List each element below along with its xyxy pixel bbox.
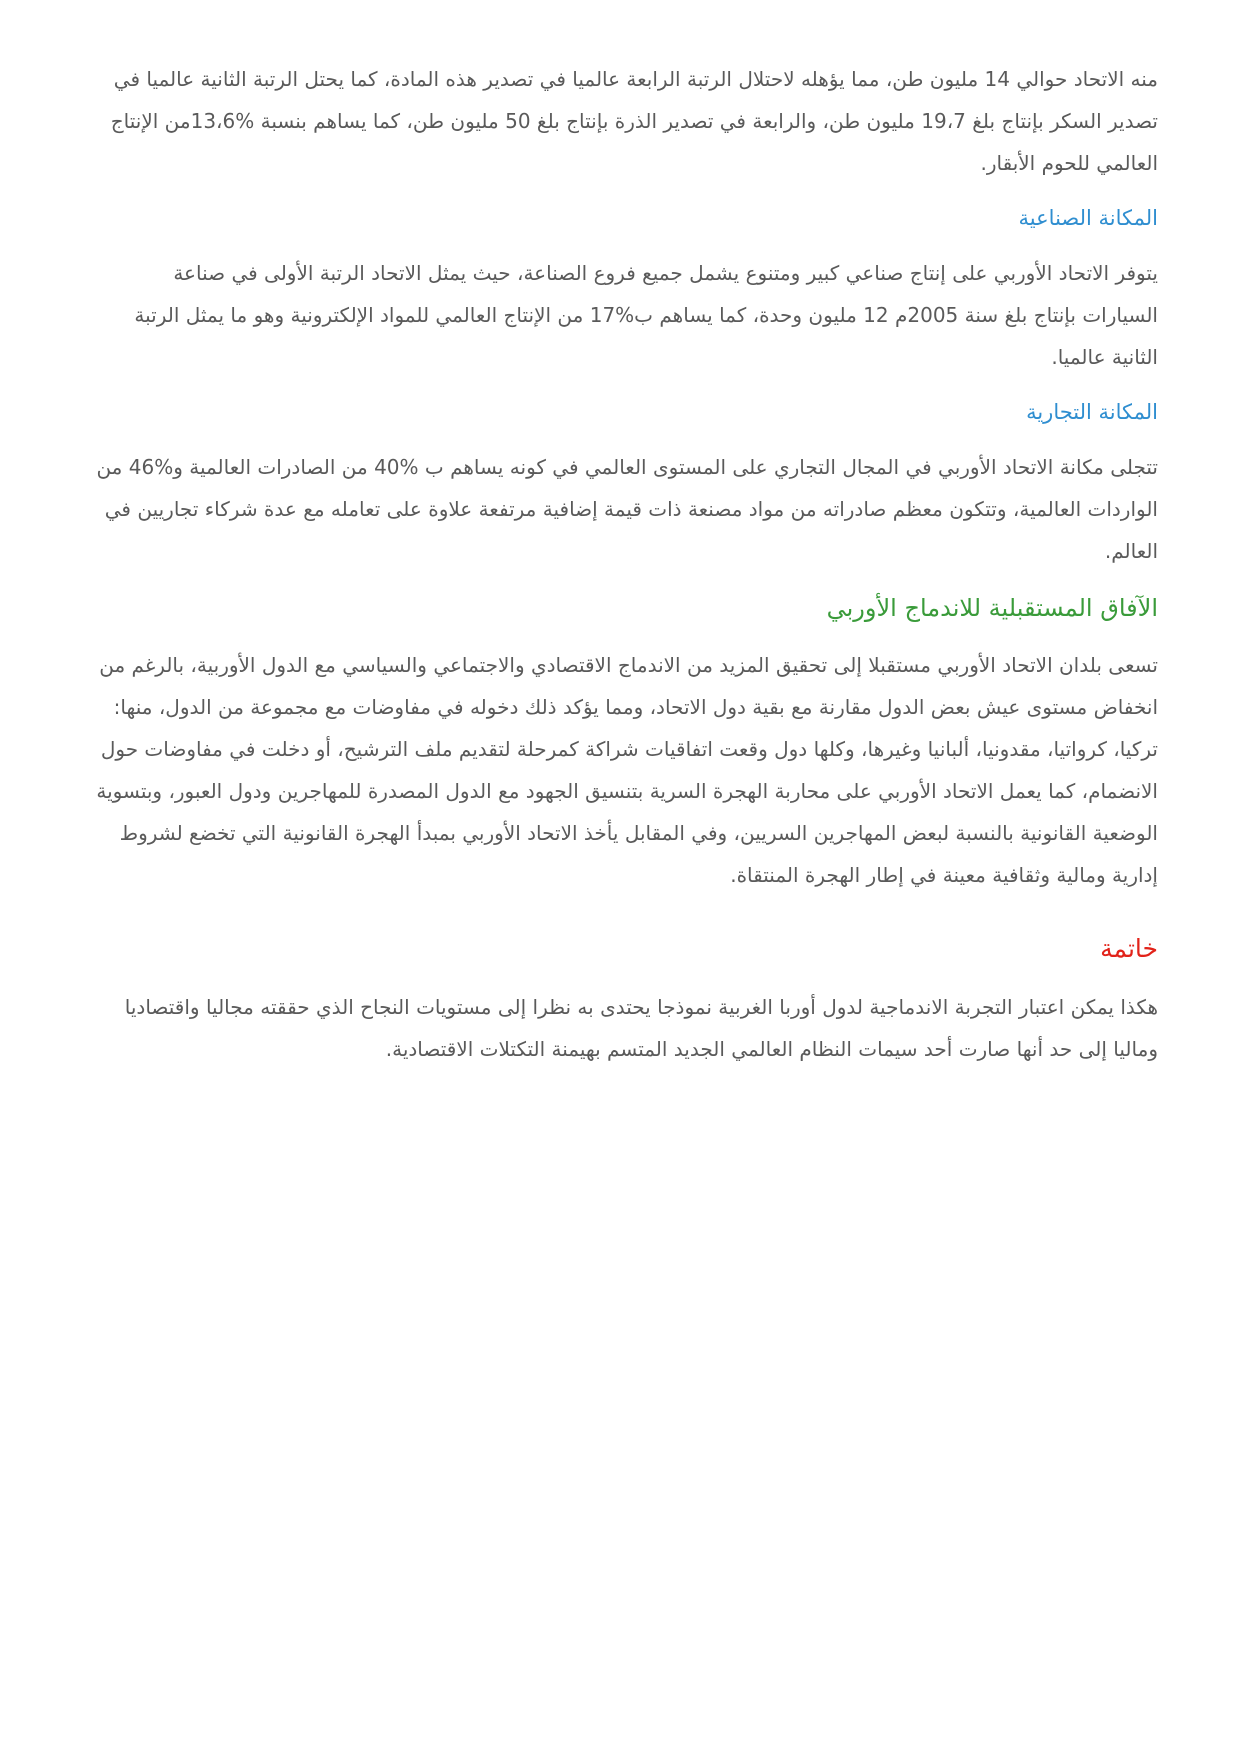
paragraph-future-prospects <box>86 644 1158 896</box>
text-line: الانضمام، كما يعمل الاتحاد الأوربي على محاربة الهجرة السرية بتنسيق الجهود مع الدول المصدرة للمهاجرين ودول العبور، وبتسوية <box>96 779 1158 803</box>
paragraph-industrial <box>134 252 1158 378</box>
heading-commercial-status: المكانة التجارية <box>1026 400 1158 424</box>
text-line: يتوفر الاتحاد الأوربي على إنتاج صناعي كبير ومتنوع يشمل جميع فروع الصناعة، حيث يمثل الاتحاد الرتبة الأولى في صناعة <box>173 261 1158 285</box>
heading-future-prospects: الآفاق المستقبلية للاندماج الأوربي <box>826 594 1158 622</box>
paragraph-conclusion <box>86 986 1158 1070</box>
document-page <box>86 58 1158 1070</box>
paragraph-agriculture-continued <box>106 58 1158 184</box>
text-line: الواردات العالمية، وتتكون معظم صادراته من مواد مصنعة ذات قيمة إضافية مرتفعة علاوة على تعامله مع عدة شركاء تجاريين في <box>104 497 1158 521</box>
text-line: العالم. <box>1104 539 1158 563</box>
text-line: الوضعية القانونية بالنسبة لبعض المهاجرين السريين، وفي المقابل يأخذ الاتحاد الأوربي بمبدأ الهجرة القانونية التي تخضع لشروط <box>119 821 1158 845</box>
paragraph-commercial <box>96 446 1158 572</box>
text-line: وماليا إلى حد أنها صارت أحد سيمات النظام العالمي الجديد المتسم بهيمنة التكتلات الاقتصادية. <box>385 1037 1158 1061</box>
heading-conclusion: خاتمة <box>1100 934 1158 963</box>
text-line: تركيا، كرواتيا، مقدونيا، ألبانيا وغيرها، وكلها دول وقعت اتفاقيات شراكة كمرحلة لتقديم ملف الترشيح، أو دخلت في مفاوضات حول <box>100 737 1158 761</box>
text-line: هكذا يمكن اعتبار التجربة الاندماجية لدول أوربا الغربية نموذجا يحتدى به نظرا إلى مستويات النجاح الذي حققته مجاليا واقتصاديا <box>124 995 1158 1019</box>
text-line: انخفاض مستوى عيش بعض الدول مقارنة مع بقية دول الاتحاد، ومما يؤكد ذلك دخوله في مفاوضات مع مجموعة من الدول، منها: <box>113 695 1158 719</box>
text-line: العالمي للحوم الأبقار. <box>980 151 1158 175</box>
text-line: تتجلى مكانة الاتحاد الأوربي في المجال التجاري على المستوى العالمي في كونه يساهم ب %40 من الصادرات العالمية و%46 من <box>96 455 1158 479</box>
text-line: تسعى بلدان الاتحاد الأوربي مستقبلا إلى تحقيق المزيد من الاندماج الاقتصادي والاجتماعي والسياسي مع الدول الأوربية، بالرغم من <box>99 653 1158 677</box>
text-line: تصدير السكر بإنتاج بلغ 19،7 مليون طن، والرابعة في تصدير الذرة بإنتاج بلغ 50 مليون طن، كما يساهم بنسبة %13،6من الإنتاج <box>110 109 1158 133</box>
text-line: إدارية ومالية وثقافية معينة في إطار الهجرة المنتقاة. <box>730 863 1158 887</box>
text-line: منه الاتحاد حوالي 14 مليون طن، مما يؤهله لاحتلال الرتبة الرابعة عالميا في تصدير هذه المادة، كما يحتل الرتبة الثانية عالميا في <box>113 67 1158 91</box>
heading-industrial-status: المكانة الصناعية <box>1018 206 1158 230</box>
text-line: السيارات بإنتاج بلغ سنة 2005م 12 مليون وحدة، كما يساهم ب%17 من الإنتاج العالمي للمواد الإلكترونية وهو ما يمثل الرتبة <box>134 303 1158 327</box>
text-line: الثانية عالميا. <box>1051 345 1158 369</box>
